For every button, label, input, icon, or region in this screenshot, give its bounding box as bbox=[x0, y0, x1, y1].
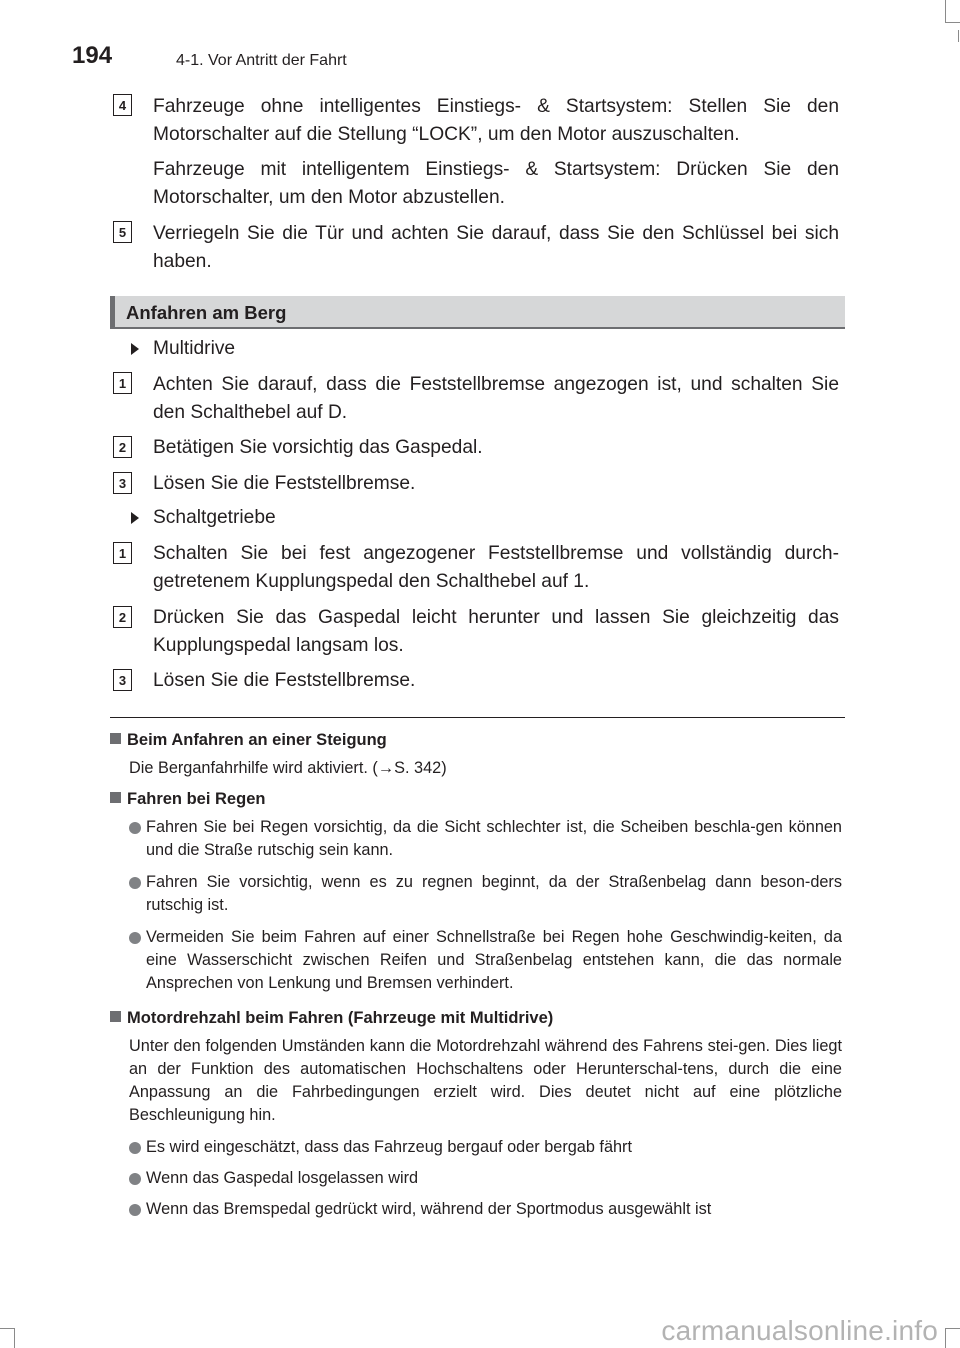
note-heading: Motordrehzahl beim Fahren (Fahrzeuge mit Multidrive) bbox=[110, 1008, 553, 1028]
step-badge: 3 bbox=[113, 669, 132, 691]
step-text: Fahrzeuge ohne intelligentes Einstiegs- & Startsystem: Stellen Sie den Motorschalter auf die Stellung “LOCK”, um den Motor auszuschalten. bbox=[153, 96, 839, 145]
note-heading: Fahren bei Regen bbox=[110, 789, 265, 809]
crop-mark bbox=[0, 1328, 14, 1329]
note-text: Die Berganfahrhilfe wird aktiviert. (→S. 342) bbox=[129, 759, 447, 777]
triangle-bullet-icon bbox=[131, 512, 139, 524]
crop-mark bbox=[945, 22, 960, 23]
crop-mark bbox=[14, 1328, 15, 1348]
step-text: Schalten Sie bei fest angezogener Feststellbremse und vollständig durch-getretenem Kupplungspedal den Schalthebel auf 1. bbox=[153, 543, 839, 592]
square-bullet-icon bbox=[110, 1011, 121, 1022]
dot-bullet-icon bbox=[129, 1204, 141, 1216]
section-title: 4-1. Vor Antritt der Fahrt bbox=[176, 52, 347, 69]
step-text: Drücken Sie das Gaspedal leicht herunter und lassen Sie gleichzeitig das Kupplungspedal langsam los. bbox=[153, 607, 839, 656]
crop-mark bbox=[958, 30, 959, 42]
step-text: Verriegeln Sie die Tür und achten Sie darauf, dass Sie den Schlüssel bei sich haben. bbox=[153, 223, 839, 272]
bullet-text: Vermeiden Sie beim Fahren auf einer Schnellstraße bei Regen hohe Geschwindig-keiten, da eine Wasserschicht zwischen Reifen und Straßenbelag entstehen kann, die das normale Ansprechen von Lenkung und Bremsen verhindert. bbox=[146, 928, 842, 992]
step-text: Achten Sie darauf, dass die Feststellbremse angezogen ist, und schalten Sie den Schalthebel auf D. bbox=[153, 374, 839, 423]
dot-bullet-icon bbox=[129, 932, 141, 944]
watermark: carmanualsonline.info bbox=[661, 1315, 938, 1346]
section-heading-title: Anfahren am Berg bbox=[126, 302, 287, 323]
subheading-manual: Schaltgetriebe bbox=[153, 507, 276, 528]
dot-bullet-icon bbox=[129, 822, 141, 834]
crop-mark bbox=[945, 0, 946, 22]
section-heading-bar bbox=[110, 296, 845, 329]
dot-bullet-icon bbox=[129, 877, 141, 889]
step-badge: 2 bbox=[113, 606, 132, 628]
bullet-text: Es wird eingeschätzt, dass das Fahrzeug bergauf oder bergab fährt bbox=[146, 1138, 633, 1156]
step-text: Lösen Sie die Feststellbremse. bbox=[153, 473, 416, 494]
note-text: Unter den folgenden Umständen kann die Motordrehzahl während des Fahrens stei-gen. Dies liegt an der Funktion des automatischen Hochschaltens oder Herunterschal-tens, durch die eine Anpassung an die Fahrbedingungen erzielt wird. Dies deutet nicht auf eine plötzliche Beschleunigung hin. bbox=[129, 1037, 842, 1124]
square-bullet-icon bbox=[110, 792, 121, 803]
crop-mark bbox=[945, 1328, 946, 1348]
step-badge: 1 bbox=[113, 542, 132, 564]
step-badge: 3 bbox=[113, 472, 132, 494]
step-badge: 5 bbox=[113, 221, 132, 243]
crop-mark bbox=[945, 1328, 960, 1329]
subheading-multidrive: Multidrive bbox=[153, 338, 236, 359]
step-badge: 4 bbox=[113, 94, 132, 116]
page-number: 194 bbox=[72, 42, 113, 69]
square-bullet-icon bbox=[110, 733, 121, 744]
bullet-text: Wenn das Gaspedal losgelassen wird bbox=[146, 1169, 419, 1187]
section-heading-accent bbox=[110, 296, 115, 327]
step-badge: 1 bbox=[113, 372, 132, 394]
step-text: Fahrzeuge mit intelligentem Einstiegs- & Startsystem: Drücken Sie den Motorschalter, um den Motor abzustellen. bbox=[153, 159, 839, 208]
dot-bullet-icon bbox=[129, 1142, 141, 1154]
step-text: Lösen Sie die Feststellbremse. bbox=[153, 670, 416, 691]
bullet-text: Fahren Sie vorsichtig, wenn es zu regnen beginnt, da der Straßenbelag dann beson-ders rutschig ist. bbox=[146, 873, 842, 914]
step-text: Betätigen Sie vorsichtig das Gaspedal. bbox=[153, 437, 483, 458]
note-heading: Beim Anfahren an einer Steigung bbox=[110, 730, 387, 750]
step-badge: 2 bbox=[113, 436, 132, 458]
divider bbox=[110, 717, 845, 718]
bullet-text: Fahren Sie bei Regen vorsichtig, da die Sicht schlechter ist, die Scheiben beschla-gen können und die Straße rutschig sein kann. bbox=[146, 818, 842, 859]
triangle-bullet-icon bbox=[131, 343, 139, 355]
dot-bullet-icon bbox=[129, 1173, 141, 1185]
bullet-text: Wenn das Bremspedal gedrückt wird, während der Sportmodus ausgewählt ist bbox=[146, 1200, 712, 1218]
